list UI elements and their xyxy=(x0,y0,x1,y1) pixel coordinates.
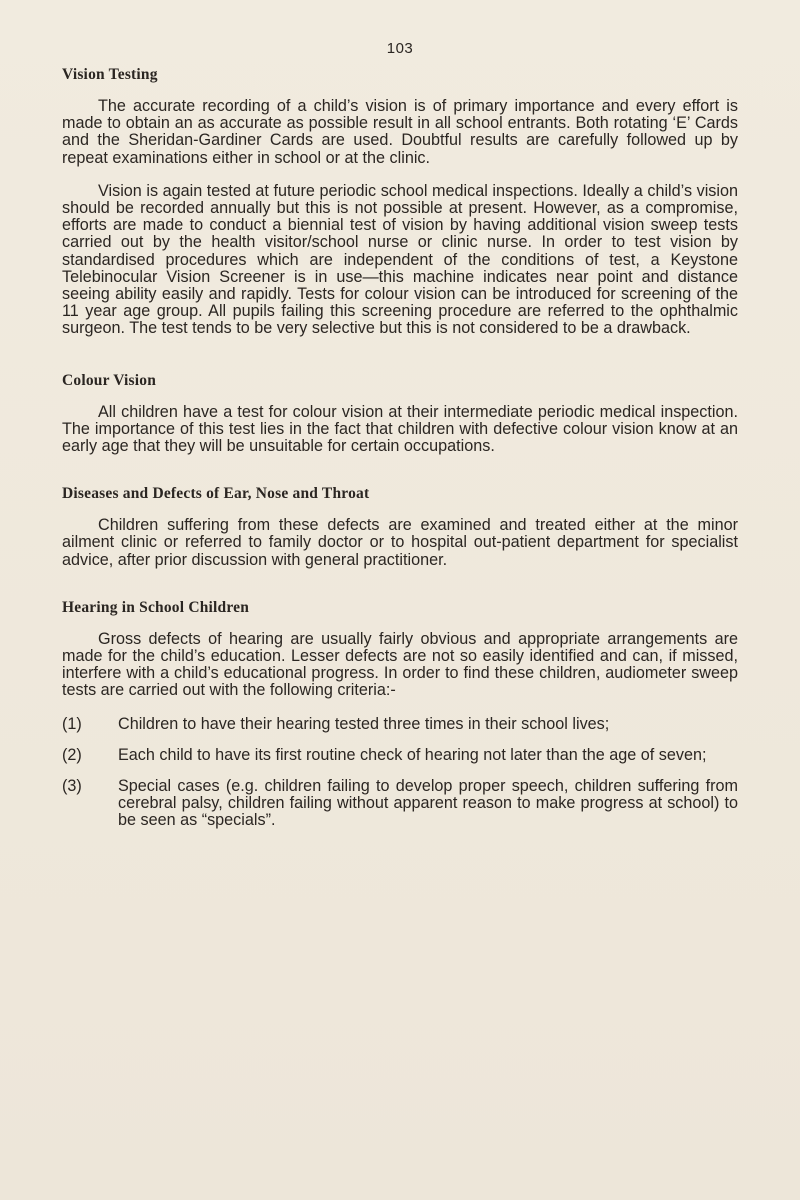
list-item-number: (3) xyxy=(62,777,82,796)
list-item-number: (2) xyxy=(62,745,82,764)
list-item xyxy=(62,778,738,830)
section-colour-vision xyxy=(62,372,738,456)
section-hearing xyxy=(62,599,738,830)
paragraph: Vision is again tested at future periodic school medical inspections. Ideally a child’s vision should be recorded annually but this is not possible at present. However, as a compromise, efforts are made to conduct a biennial test of vision by having additional vision sweep tests carried out by the health visitor/school nurse or clinic nurse. In order to test vision by standardised procedures which are independent of the conditions of test, a Keystone Telebinocular Vision Screener is in use—this machine indicates near point and distance seeing ability easily and rapidly. Tests for colour vision can be introduced for screening of the 11 year age group. All pupils failing this screening procedure are referred to the ophthalmic surgeon. The test tends to be very selective but this is not considered to be a drawback. xyxy=(62,181,738,338)
section-heading: Diseases and Defects of Ear, Nose and Throat xyxy=(62,485,370,503)
paragraph: Gross defects of hearing are usually fairly obvious and appropriate arrangements are made for the child’s education. Lesser defects are not so easily identified and can, if missed, interfere with a child’s educational progress. In order to find these children, audiometer sweep tests are carried out with the following criteria:- xyxy=(62,629,738,700)
section-ear-nose-throat xyxy=(62,485,738,569)
list-item-text: Special cases (e.g. children failing to develop proper speech, children suffering from cerebral palsy, children failing without apparent reason to make progress at school) to be seen as “specials”. xyxy=(118,777,738,830)
section-heading: Colour Vision xyxy=(62,371,157,389)
page-number: 103 xyxy=(386,40,414,57)
list-item-number: (1) xyxy=(62,714,82,733)
section-heading: Vision Testing xyxy=(62,66,158,83)
criteria-list xyxy=(62,716,738,830)
paragraph: Children suffering from these defects are examined and treated either at the minor ailment clinic or referred to family doctor or to hospital out-patient department for specialist advice, after prior discussion with general practitioner. xyxy=(62,516,738,569)
paragraph: All children have a test for colour vision at their intermediate periodic medical inspection. The importance of this test lies in the fact that children with defective colour vision know at an early age that they will be unsuitable for certain occupations. xyxy=(62,402,738,456)
section-heading: Hearing in School Children xyxy=(62,598,250,616)
list-item xyxy=(62,716,738,733)
paragraph: The accurate recording of a child’s vision is of primary importance and every effort is made to obtain an as accurate as possible result in all school entrants. Both rotating ‘E’ Cards and the Sheridan-Gardiner Cards are used. Doubtful results are carefully followed up by repeat examinations either in school or at the clinic. xyxy=(62,97,738,167)
list-item-text: Each child to have its first routine check of hearing not later than the age of seven; xyxy=(118,745,707,764)
section-vision-testing xyxy=(62,66,738,338)
list-item-text: Children to have their hearing tested three times in their school lives; xyxy=(118,714,610,733)
list-item xyxy=(62,747,738,764)
page-content xyxy=(62,66,738,860)
